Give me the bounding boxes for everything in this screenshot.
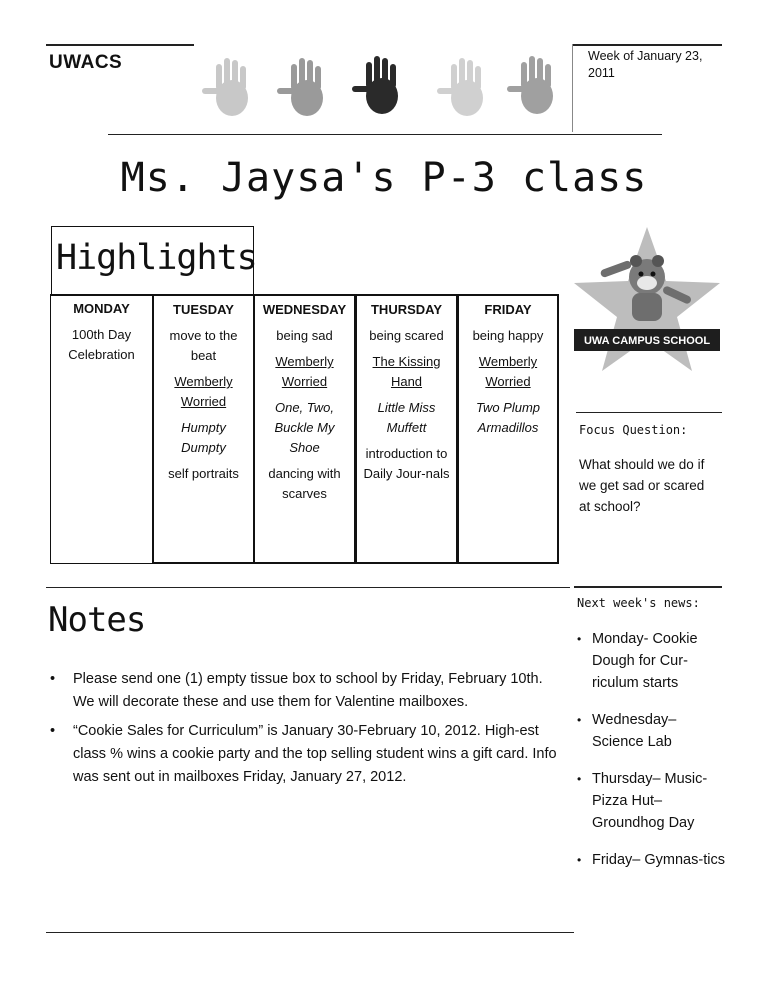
day-heading: THURSDAY — [370, 302, 443, 317]
day-item: dancing with scarves — [268, 466, 341, 501]
focus-question-label: Focus Question: — [579, 423, 688, 437]
day-item: Two Plump Armadillos — [475, 400, 541, 435]
notes-rule-top — [46, 587, 570, 588]
day-item: self portraits — [168, 466, 239, 481]
week-date: Week of January 23, 2011 — [588, 49, 703, 80]
day-item: move to the beat — [169, 328, 238, 363]
focus-question-text: What should we do if we get sad or scared at school? — [579, 457, 705, 514]
focus-rule-top — [576, 412, 722, 413]
day-item: introduction to Daily Jour-nals — [363, 446, 450, 481]
handprint-icon — [277, 58, 323, 116]
day-item: The Kissing Hand — [372, 354, 441, 389]
day-column-friday — [457, 294, 559, 564]
list-item: • Monday- Cookie Dough for Cur-riculum starts — [577, 628, 727, 694]
day-item: Humpty Dumpty — [181, 420, 226, 455]
day-item: being happy — [472, 328, 544, 343]
day-column-thursday — [355, 294, 458, 564]
list-item: • “Cookie Sales for Curriculum” is January 30-February 10, 2012. High-est class % wins a cookie party and the top selling student wins a gift card. Info was sent out in mailboxes Friday, January 27, 2012. — [50, 720, 565, 789]
school-name: UWACS — [49, 52, 123, 73]
next-rule-top — [574, 586, 722, 588]
list-item: • Please send one (1) empty tissue box to school by Friday, February 10th. We will decorate these and use them for Valentine mailboxes. — [50, 668, 565, 714]
next-week-label: Next week's news: — [577, 596, 700, 610]
day-item: Little Miss Muffett — [377, 400, 436, 435]
day-item: Wemberly Worried — [478, 354, 538, 389]
day-heading: FRIDAY — [484, 302, 532, 317]
highlights-title: Highlights — [56, 238, 257, 278]
day-column-monday — [50, 294, 153, 564]
bottom-rule — [46, 932, 574, 933]
day-item: 100th Day Celebration — [68, 327, 135, 362]
day-heading: MONDAY — [73, 301, 130, 316]
list-item: • Friday– Gymnas-tics — [577, 849, 727, 871]
header-rule-right — [572, 44, 722, 46]
header-rule-right-vertical — [572, 44, 573, 132]
campus-school-logo — [572, 225, 722, 375]
day-item: Wemberly Worried — [174, 374, 233, 409]
logo-text: UWA CAMPUS SCHOOL — [583, 335, 711, 347]
list-item: • Wednesday– Science Lab — [577, 709, 727, 753]
day-column-wednesday — [253, 294, 356, 564]
day-heading: WEDNESDAY — [262, 302, 347, 317]
title-rule — [108, 134, 662, 135]
notes-list — [50, 668, 565, 795]
handprint-icon — [352, 56, 398, 114]
handprints-banner — [192, 52, 572, 124]
handprint-icon — [202, 58, 248, 116]
day-item: being sad — [276, 328, 333, 343]
day-heading: TUESDAY — [173, 302, 234, 317]
handprint-icon — [507, 56, 553, 114]
notes-title: Notes — [48, 600, 146, 640]
day-item: One, Two, Buckle My Shoe — [274, 400, 335, 455]
header-rule-left — [46, 44, 194, 46]
day-column-tuesday — [152, 294, 255, 564]
day-item: Wemberly Worried — [275, 354, 334, 389]
page-title: Ms. Jaysa's P-3 class — [120, 155, 648, 201]
day-item: being scared — [369, 328, 444, 343]
list-item: • Thursday– Music- Pizza Hut– Groundhog Day — [577, 768, 727, 834]
handprint-icon — [437, 58, 483, 116]
next-week-list — [577, 628, 727, 886]
